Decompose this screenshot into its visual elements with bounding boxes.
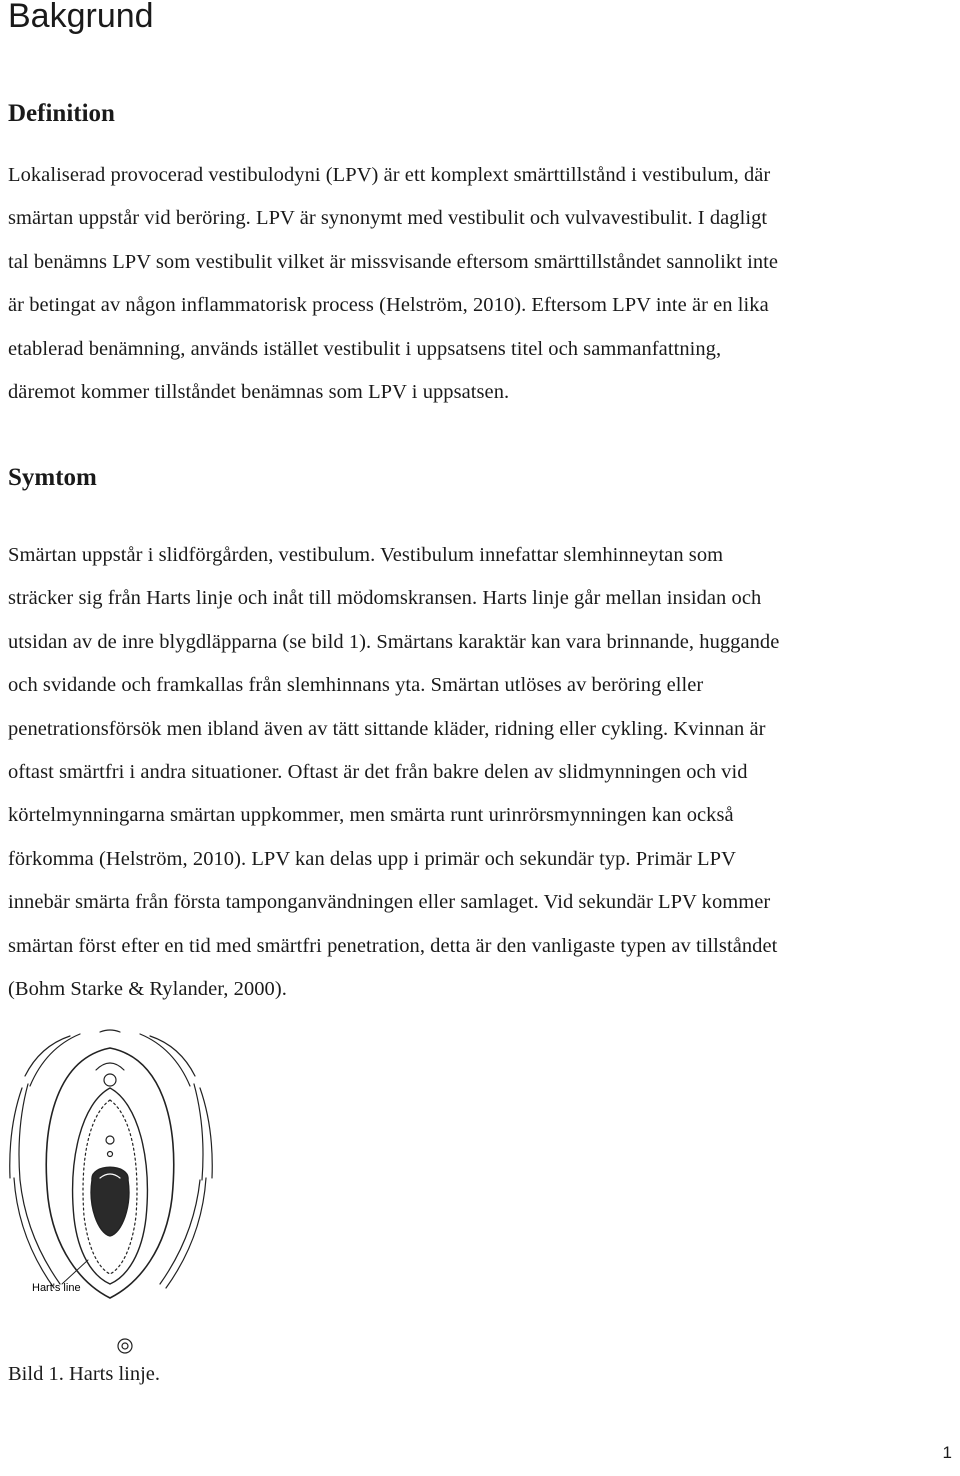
text-line: (Bohm Starke & Rylander, 2000). <box>8 978 287 1001</box>
text-line: däremot kommer tillståndet benämnas som LPV i uppsatsen. <box>8 381 510 404</box>
symptom-paragraph <box>8 534 956 1011</box>
text-line: tal benämns LPV som vestibulit vilket är missvisande eftersom smärttillståndet sannolikt inte <box>8 250 779 273</box>
page-title: Bakgrund <box>8 0 154 35</box>
figure-caption: Bild 1. Harts linje. <box>8 1363 161 1385</box>
anatomical-illustration <box>0 1028 230 1358</box>
page-number: 1 <box>942 1443 952 1462</box>
text-line: sträcker sig från Harts linje och inåt till mödomskransen. Harts linje går mellan insidan och <box>8 587 762 610</box>
text-line: Smärtan uppstår i slidförgården, vestibulum. Vestibulum innefattar slemhinneytan som <box>8 544 724 566</box>
text-line: smärtan först efter en tid med smärtfri penetration, detta är den vanligaste typen av tillståndet <box>8 934 778 957</box>
text-line: smärtan uppstår vid beröring. LPV är synonymt med vestibulit och vulvavestibulit. I dagligt <box>8 207 768 230</box>
text-line: är betingat av någon inflammatorisk process (Helström, 2010). Eftersom LPV inte är en lika <box>8 294 769 317</box>
text-line: och svidande och framkallas från slemhinnans yta. Smärtan utlöses av beröring eller <box>8 674 704 697</box>
text-line: etablerad benämning, används istället vestibulit i uppsatsens titel och sammanfattning, <box>8 337 722 360</box>
text-line: körtelmynningarna smärtan uppkommer, men smärta runt urinrörsmynningen kan också <box>8 804 734 827</box>
text-line: oftast smärtfri i andra situationer. Oftast är det från bakre delen av slidmynningen och vid <box>8 761 748 784</box>
text-line: innebär smärta från första tamponganvändningen eller samlaget. Vid sekundär LPV kommer <box>8 891 771 914</box>
definition-heading: Definition <box>8 100 115 127</box>
text-line: penetrationsförsök men ibland även av tätt sittande kläder, ridning eller cykling. Kvinnan är <box>8 717 766 740</box>
hart-line-label: Hart's line <box>32 1282 81 1294</box>
definition-paragraph <box>8 154 956 414</box>
symptom-heading: Symtom <box>8 464 97 491</box>
text-line: utsidan av de inre blygdläpparna (se bild 1). Smärtans karaktär kan vara brinnande, huggande <box>8 630 780 653</box>
text-line: Lokaliserad provocerad vestibulodyni (LPV) är ett komplext smärttillstånd i vestibulum, där <box>8 164 771 186</box>
text-line: förkomma (Helström, 2010). LPV kan delas upp i primär och sekundär typ. Primär LPV <box>8 847 736 870</box>
hart-line-drawing <box>0 1028 230 1358</box>
